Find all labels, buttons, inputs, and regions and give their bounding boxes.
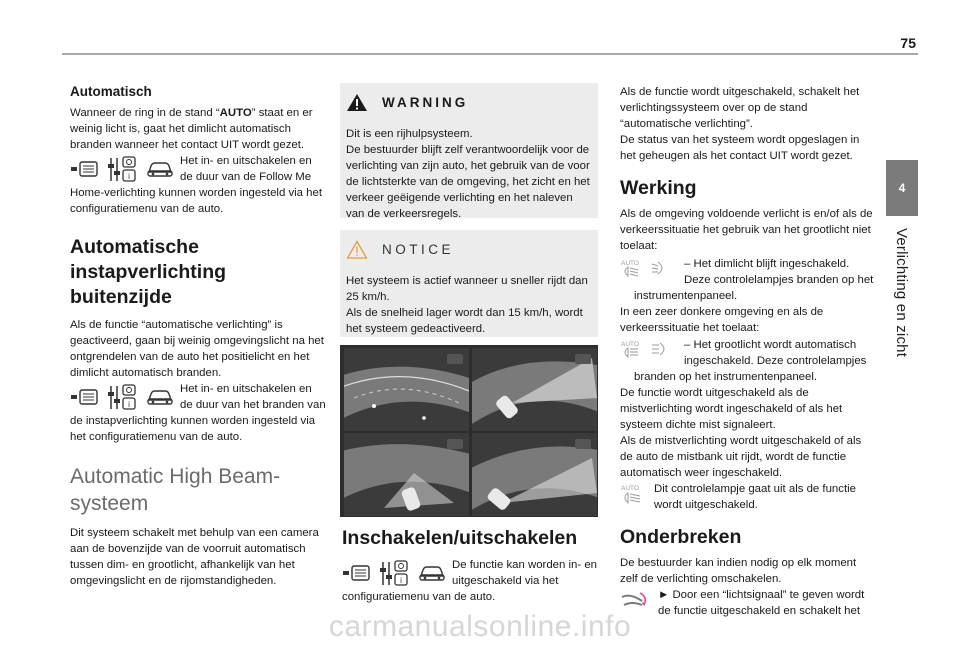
- car-icon: [146, 159, 174, 179]
- settings-sliders-icon: [107, 383, 137, 411]
- settings-sliders-icon: [379, 559, 409, 587]
- bullet-text: – Het grootlicht wordt automatisch: [684, 339, 857, 351]
- scene-2: [472, 348, 597, 431]
- heading-werking: Werking: [620, 177, 697, 199]
- car-icon: [146, 387, 174, 407]
- heading-automatic-high-beam: Automatic High Beam-systeem: [70, 465, 281, 515]
- paragraph: Het in- en uitschakelen en de duur van het branden van de instapverlichting kunnen worden ingesteld via het configuratiemenu van de auto.: [70, 383, 326, 443]
- warning-header: [346, 93, 592, 112]
- auto-label: AUTO: [621, 341, 639, 348]
- section-inschakelen: [342, 526, 598, 605]
- paragraph: Als de functie “automatische verlichting” is geactiveerd, gaan bij weinig omgevingslicht na het ontgrendelen van de auto het positielicht en het dimlicht automatisch branden.: [70, 319, 324, 379]
- scene-3: [344, 433, 469, 516]
- bullet-text: ingeschakeld. Deze controlelampjes branden op het instrumentenpaneel.: [634, 355, 867, 383]
- auto-lowbeam-indicator-icon: [620, 483, 646, 505]
- menu-icon-group: [70, 383, 174, 411]
- chapter-title: Verlichting en zicht: [893, 228, 910, 358]
- paragraph: Dit controlelampje gaat uit als de functie wordt uitgeschakeld.: [654, 483, 856, 511]
- column-3: [620, 84, 876, 619]
- notice-header: [346, 240, 592, 259]
- svg-text:i: i: [128, 172, 130, 181]
- paragraph: De functie kan worden in- en uitgeschakeld via het configuratiemenu van de auto.: [342, 559, 597, 603]
- touchscreen-icon: [342, 564, 370, 582]
- paragraph: De bestuurder blijft zelf verantwoordelijk voor de verlichting van zijn auto, het gebruik van de voor de lichtsterkte van de omgeving, het zicht en het verkeer geëigende verlichting en het naleven van de verkeersregels.: [346, 144, 590, 220]
- settings-sliders-icon: [107, 155, 137, 183]
- watermark: carmanualsonline.info: [328, 610, 632, 643]
- paragraph: Dit systeem schakelt met behulp van een camera aan de bovenzijde van de voorruit automatisch tussen dim- en grootlicht, afhankelijk van het omgevingslicht en de rijomstandigheden.: [70, 527, 319, 587]
- paragraph: Dit is een rijhulpsysteem.: [346, 128, 473, 140]
- notice-box: [340, 230, 598, 337]
- warning-title: WARNING: [382, 95, 469, 110]
- auto-label: AUTO: [621, 485, 639, 492]
- menu-icon-group: [342, 559, 446, 587]
- indicator-icon-group: [620, 339, 676, 364]
- svg-text:i: i: [128, 400, 130, 409]
- auto-highbeam-indicator-icon: [620, 339, 676, 359]
- paragraph: Het systeem is actief wanneer u sneller rijdt dan 25 km/h.: [346, 275, 588, 303]
- indicator-icon-group: [620, 258, 676, 283]
- touchscreen-icon: [70, 388, 98, 406]
- heading-inschakelen: Inschakelen/uitschakelen: [342, 527, 578, 549]
- scene-4: [472, 433, 597, 516]
- heading-instapverlichting: Automatische instapverlichting buitenzijde: [70, 236, 227, 308]
- auto-lowbeam-indicator-icon: [620, 258, 676, 278]
- touchscreen-icon: [70, 160, 98, 178]
- paragraph: Als de omgeving voldoende verlicht is en/of als de verkeerssituatie het gebruik van het grootlicht niet toelaat:: [620, 208, 873, 252]
- warning-box: [340, 83, 598, 218]
- paragraph: In een zeer donkere omgeving en als de verkeerssituatie het toelaat:: [620, 306, 824, 334]
- high-beam-illustration: [340, 345, 598, 517]
- heading-automatisch: Automatisch: [70, 84, 152, 99]
- chapter-tab[interactable]: 4: [886, 160, 918, 216]
- paragraph: Het in- en uitschakelen en de duur van de Follow Me Home-verlichting kunnen worden ingesteld via het configuratiemenu van de auto.: [70, 155, 323, 215]
- warning-triangle-icon: [346, 93, 368, 112]
- menu-icon-group: [70, 155, 174, 183]
- indicator-icon-group: [620, 483, 646, 510]
- notice-title: NOTICE: [382, 242, 455, 257]
- scene-1: [344, 348, 469, 431]
- bullet-text: Deze controlelampjes branden op het instrumentenpaneel.: [634, 274, 874, 302]
- paragraph: De functie wordt uitgeschakeld als de mistverlichting wordt ingeschakeld of als het systeem dichte mist signaleert. Als de mistverlichting wordt uitgeschakeld of als de auto de mistbank uit rijdt, wordt de functie automatisch weer ingeschakeld.: [620, 387, 862, 479]
- column-1: [70, 84, 326, 589]
- paragraph: ► Door een “lichtsignaal” te geven wordt de functie uitgeschakeld en schakelt het: [658, 589, 865, 617]
- notice-triangle-icon: [346, 240, 368, 259]
- auto-label: AUTO: [621, 260, 639, 267]
- paragraph: Als de functie wordt uitgeschakeld, schakelt het verlichtingssysteem over op de stand “automatische verlichting”. De status van het systeem wordt opgeslagen in het geheugen als het contact UIT wordt gezet.: [620, 86, 860, 162]
- car-icon: [418, 563, 446, 583]
- svg-text:i: i: [400, 576, 402, 585]
- paragraph: Wanneer de ring in de stand “AUTO” staat en er weinig licht is, gaat het dimlicht automatisch branden wanneer het contact UIT wordt gezet.: [70, 107, 313, 151]
- bullet-text: – Het dimlicht blijft ingeschakeld.: [684, 258, 850, 270]
- lighting-stalk-icon: [620, 589, 650, 611]
- page-number: 75: [900, 35, 916, 51]
- paragraph: Als de snelheid lager wordt dan 15 km/h, wordt het systeem gedeactiveerd.: [346, 307, 583, 335]
- heading-onderbreken: Onderbreken: [620, 526, 742, 548]
- paragraph: De bestuurder kan indien nodig op elk moment zelf de verlichting omschakelen.: [620, 557, 857, 585]
- header-rule: [62, 53, 918, 55]
